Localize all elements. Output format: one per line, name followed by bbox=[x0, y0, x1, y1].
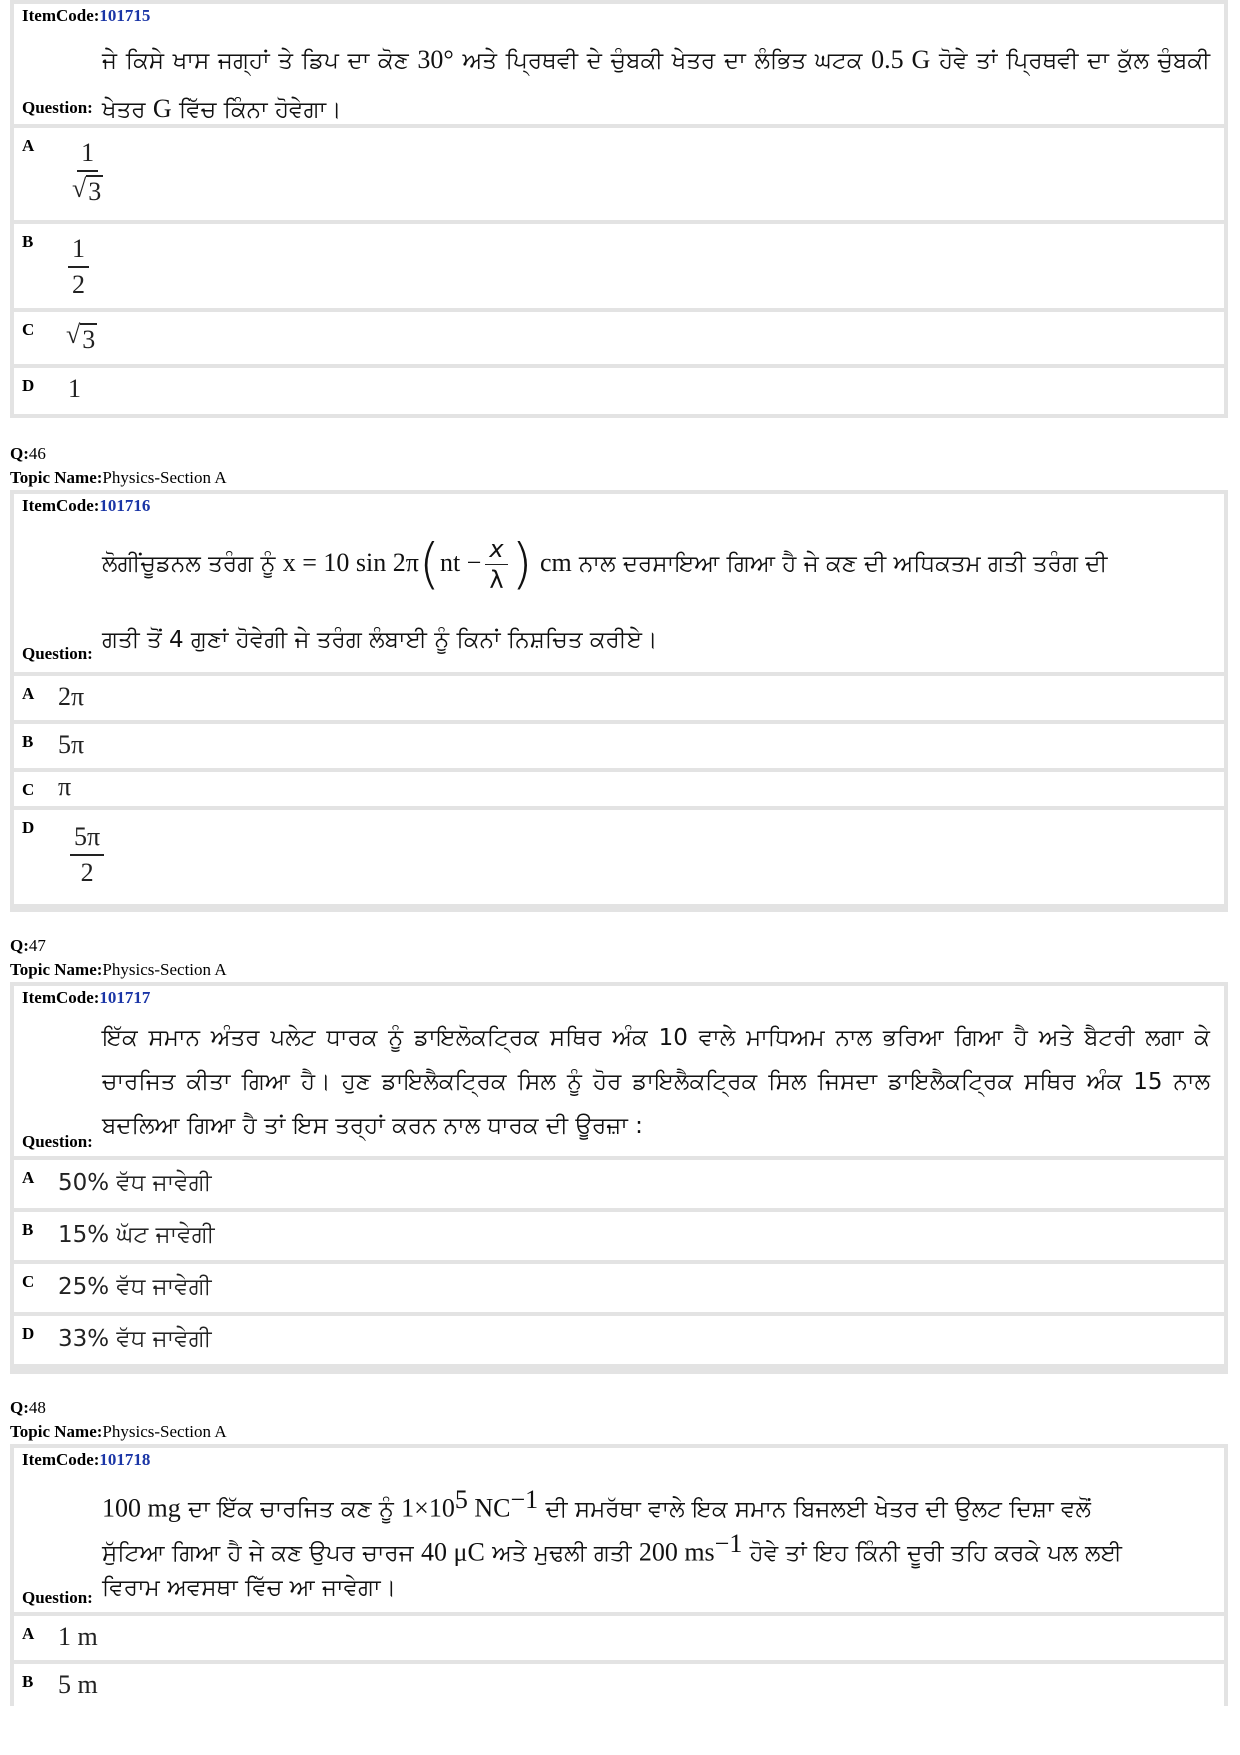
item-code: ItemCode:101717 bbox=[22, 988, 151, 1007]
question-box bbox=[14, 1448, 1224, 1612]
option-letter: B bbox=[22, 232, 34, 251]
option-letter: A bbox=[22, 684, 35, 703]
question-label: Question: bbox=[22, 98, 93, 117]
question-text-line-1: 100 mg ਦਾ ਇੱਕ ਚਾਰਜਿਤ ਕਣ ਨੂੰ $1\times 10^5$ $NC^{-1}$ ਦੀ ਸਮਰੱਥਾ ਵਾਲੇ ਇਕ ਸਮਾਨ ਬਿਜਲਈ ਖੇਤਰ ਦੀ ਉਲਟ ਦਿਸ਼ਾ ਵਲੋਂ bbox=[102, 1485, 1091, 1523]
question-text: ਜੇ ਕਿਸੇ ਖਾਸ ਜਗ੍ਹਾਂ ਤੇ ਡਿਪ ਦਾ ਕੋਣ 30° ਅਤੇ ਪ੍ਰਿਥਵੀ ਦੇ ਚੁੰਬਕੀ ਖੇਤਰ ਦਾ ਲੰਭਿਤ ਘਟਕ 0.5 G ਹੋਵੇ ਤਾਂ ਪ੍ਰਿਥਵੀ ਦਾ ਕੁੱਲ ਚੁੰਬਕੀ ਖੇਤਰ G ਵਿੱਚ ਕਿੰਨਾ ਹੋਵੇਗਾ। bbox=[102, 45, 1211, 123]
option-b[interactable] bbox=[14, 1212, 1224, 1260]
option-d[interactable] bbox=[14, 810, 1224, 904]
option-value: 33% ਵੱਧ ਜਾਵੇਗੀ bbox=[58, 1326, 212, 1352]
option-letter: B bbox=[22, 1672, 34, 1691]
question-block-101716 bbox=[10, 490, 1228, 912]
question-number: Q:47 bbox=[10, 936, 46, 955]
option-value: √ 3 bbox=[66, 320, 96, 354]
option-a[interactable] bbox=[14, 1616, 1224, 1660]
option-letter: D bbox=[22, 376, 35, 395]
option-b[interactable] bbox=[14, 1664, 1224, 1706]
question-label: Question: bbox=[22, 644, 93, 663]
option-letter: B bbox=[22, 732, 34, 751]
option-a[interactable] bbox=[14, 128, 1224, 220]
fraction: $\frac{1}{2}$ bbox=[68, 232, 89, 302]
option-letter: A bbox=[22, 1168, 35, 1187]
option-letter: C bbox=[22, 1272, 35, 1291]
option-value: 1 bbox=[68, 374, 81, 403]
option-b[interactable] bbox=[14, 724, 1224, 768]
option-a[interactable] bbox=[14, 1160, 1224, 1208]
option-a[interactable] bbox=[14, 676, 1224, 720]
item-code: ItemCode:101715 bbox=[22, 6, 151, 25]
option-value: 25% ਵੱਧ ਜਾਵੇਗੀ bbox=[58, 1274, 212, 1300]
topic-name: Topic Name:Physics-Section A bbox=[10, 960, 227, 979]
option-value: 5 m bbox=[58, 1670, 98, 1699]
option-c[interactable] bbox=[14, 312, 1224, 364]
option-value: 50% ਵੱਧ ਜਾਵੇਗੀ bbox=[58, 1170, 212, 1196]
option-letter: C bbox=[22, 320, 35, 339]
option-letter: A bbox=[22, 136, 35, 155]
topic-name: Topic Name:Physics-Section A bbox=[10, 468, 227, 487]
question-block-101717 bbox=[10, 982, 1228, 1374]
option-value bbox=[68, 232, 89, 302]
question-box bbox=[14, 4, 1224, 124]
item-code: ItemCode:101716 bbox=[22, 496, 151, 515]
topic-name: Topic Name:Physics-Section A bbox=[10, 1422, 227, 1441]
option-value: 15% ਘੱਟ ਜਾਵੇਗੀ bbox=[58, 1222, 215, 1248]
question-text-line-2: ਗਤੀ ਤੋਂ 4 ਗੁਣਾਂ ਹੋਵੇਗੀ ਜੇ ਤਰੰਗ ਲੰਬਾਈ ਨੂੰ ਕਿਨਾਂ ਨਿਸ਼ਚਿਤ ਕਰੀਏ। bbox=[102, 627, 658, 653]
option-letter: D bbox=[22, 1324, 35, 1343]
fraction: 1 √ 3 bbox=[72, 138, 102, 206]
option-value bbox=[68, 136, 107, 207]
question-text-line-1: ਲੋਗੀਂਚੂਡਨਲ ਤਰੰਗ ਨੂੰ x = 10 sin 2π(nt − $\frac{x}{\lambda}$ ) cm ਨਾਲ ਦਰਸਾਇਆ ਗਿਆ ਹੈ ਜੇ ਕਣ ਦੀ ਅਧਿਕਤਮ ਗਤੀ ਤਰੰਗ ਦੀ bbox=[102, 532, 1108, 596]
question-number: Q:46 bbox=[10, 444, 46, 463]
question-text-line-2: ਸੁੱਟਿਆ ਗਿਆ ਹੈ ਜੇ ਕਣ ਉਪਰ ਚਾਰਜ 40 μC ਅਤੇ ਮੁਢਲੀ ਗਤੀ 200 $ms^{-1}$ ਹੋਵੇ ਤਾਂ ਇਹ ਕਿੰਨੀ ਦੂਰੀ ਤਹਿ ਕਰਕੇ ਪਲ ਲਈ bbox=[102, 1529, 1122, 1567]
option-letter: A bbox=[22, 1624, 35, 1643]
option-c[interactable] bbox=[14, 772, 1224, 806]
option-value: 1 m bbox=[58, 1622, 98, 1651]
option-d[interactable] bbox=[14, 368, 1224, 414]
question-text-line-3: ਵਿਰਾਮ ਅਵਸਥਾ ਵਿੱਚ ਆ ਜਾਵੇਗਾ। bbox=[102, 1575, 397, 1601]
option-value: 5π bbox=[58, 730, 85, 759]
question-label: Question: bbox=[22, 1588, 93, 1607]
option-b[interactable] bbox=[14, 224, 1224, 308]
option-c[interactable] bbox=[14, 1264, 1224, 1312]
option-letter: C bbox=[22, 780, 35, 799]
option-value: π bbox=[58, 772, 72, 801]
question-number: Q:48 bbox=[10, 1398, 46, 1417]
question-box bbox=[14, 986, 1224, 1156]
option-value bbox=[70, 820, 104, 890]
option-letter: B bbox=[22, 1220, 34, 1239]
fraction: $\frac{5\pi}{2}$ bbox=[70, 820, 104, 890]
option-letter: D bbox=[22, 818, 35, 837]
option-value: 2π bbox=[58, 682, 85, 711]
option-d[interactable] bbox=[14, 1316, 1224, 1364]
question-text: ਇੱਕ ਸਮਾਨ ਅੰਤਰ ਪਲੇਟ ਧਾਰਕ ਨੂੰ ਡਾਇਲੋਕਟ੍ਰਿਕ ਸਥਿਰ ਅੰਕ 10 ਵਾਲੇ ਮਾਧਿਅਮ ਨਾਲ ਭਰਿਆ ਗਿਆ ਹੈ ਅਤੇ ਬੈਟਰੀ ਲਗਾ ਕੇ ਚਾਰਜਿਤ ਕੀਤਾ ਗਿਆ ਹੈ। ਹੁਣ ਡਾਇਲੈਕਟ੍ਰਿਕ ਸਿਲ ਨੂੰ ਹੋਰ ਡਾਇਲੈਕਟ੍ਰਿਕ ਸਿਲ ਜਿਸਦਾ ਡਾਇਲੈਕਟ੍ਰਿਕ ਸਥਿਰ ਅੰਕ 15 ਨਾਲ ਬਦਲਿਆ ਗਿਆ ਹੈ ਤਾਂ ਇਸ ਤਰ੍ਹਾਂ ਕਰਨ ਨਾਲ ਧਾਰਕ ਦੀ ਊਰਜ਼ਾ : bbox=[102, 1025, 1210, 1139]
question-box bbox=[14, 494, 1224, 672]
question-label: Question: bbox=[22, 1132, 93, 1151]
item-code: ItemCode:101718 bbox=[22, 1450, 151, 1469]
question-block-101715 bbox=[10, 0, 1228, 418]
question-block-101718 bbox=[10, 1444, 1228, 1706]
